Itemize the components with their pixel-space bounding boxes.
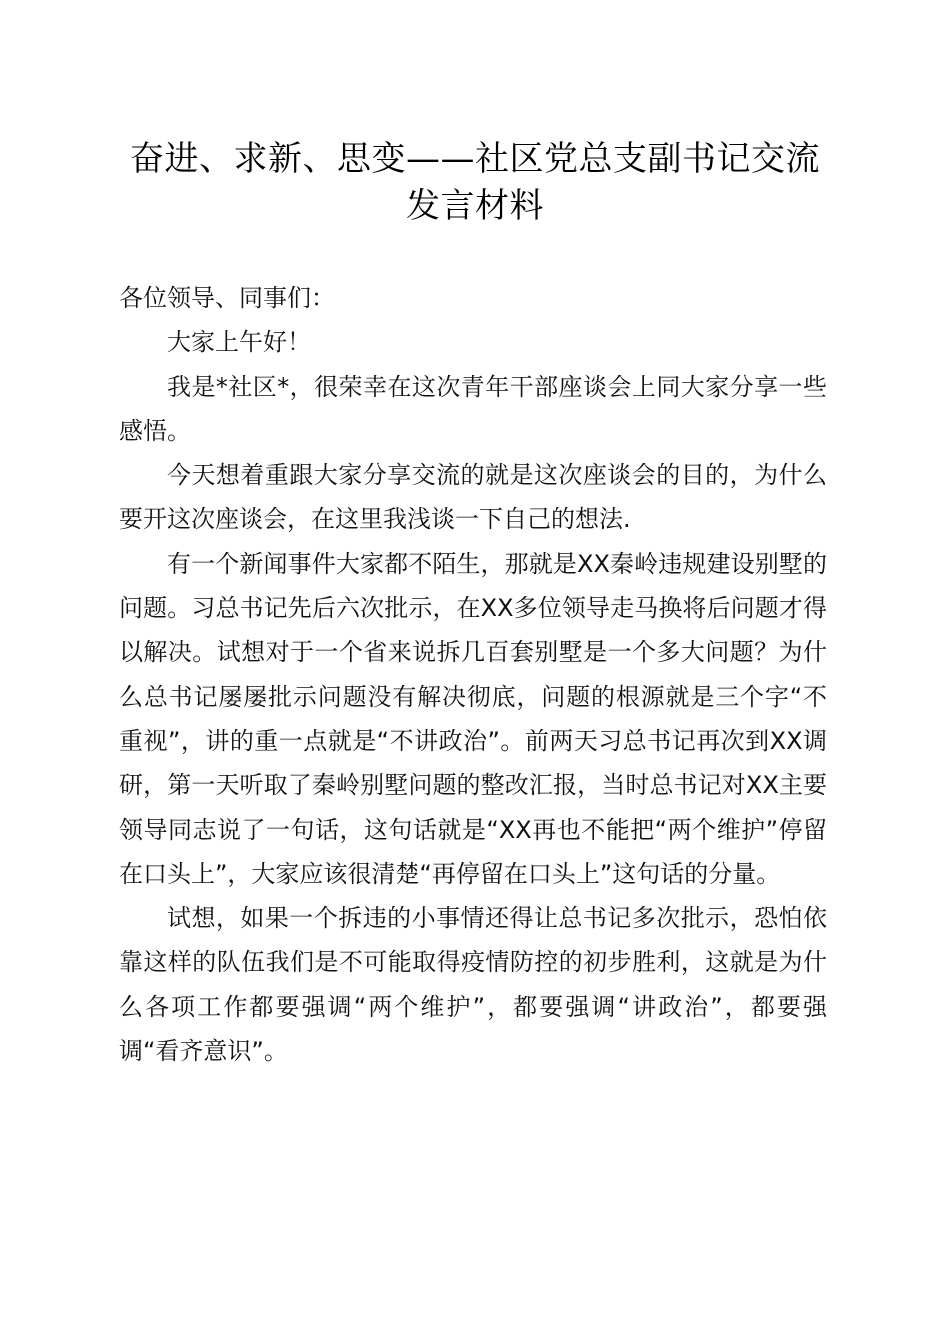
paragraph: 有一个新闻事件大家都不陌生，那就是XX秦岭违规建设别墅的问题。习总书记先后六次批示，在XX多位领导走马换将后问题才得以解决。试想对于一个省来说拆几百套别墅是一个多大问题？为什么总书记屡屡批示问题没有解决彻底，问题的根源就是三个字“不重视”，讲的重一点就是“不讲政治”。前两天习总书记再次到XX调研，第一天听取了秦岭别墅问题的整改汇报，当时总书记对XX主要领导同志说了一句话，这句话就是“XX再也不能把“两个维护”停留在口头上”，大家应该很清楚“再停留在口头上”这句话的分量。 xyxy=(119,549,827,888)
paragraph: 大家上午好！ xyxy=(167,328,311,357)
title-line-1: 奋进、求新、思变——社区党总支副书记交流 xyxy=(130,139,820,179)
paragraph: 我是*社区*，很荣幸在这次青年干部座谈会上同大家分享一些感悟。 xyxy=(119,372,827,445)
greeting: 各位领导、同事们： xyxy=(119,284,335,312)
paragraph: 今天想着重跟大家分享交流的就是这次座谈会的目的，为什么要开这次座谈会，在这里我浅谈一下自己的想法. xyxy=(119,461,827,534)
document-title xyxy=(110,136,840,230)
title-line-2: 发言材料 xyxy=(406,186,544,226)
document-body xyxy=(119,276,827,1073)
paragraph: 试想，如果一个拆违的小事情还得让总书记多次批示，恐怕依靠这样的队伍我们是不可能取得疫情防控的初步胜利，这就是为什么各项工作都要强调“两个维护”，都要强调“讲政治”，都要强调“看齐意识”。 xyxy=(119,904,827,1066)
